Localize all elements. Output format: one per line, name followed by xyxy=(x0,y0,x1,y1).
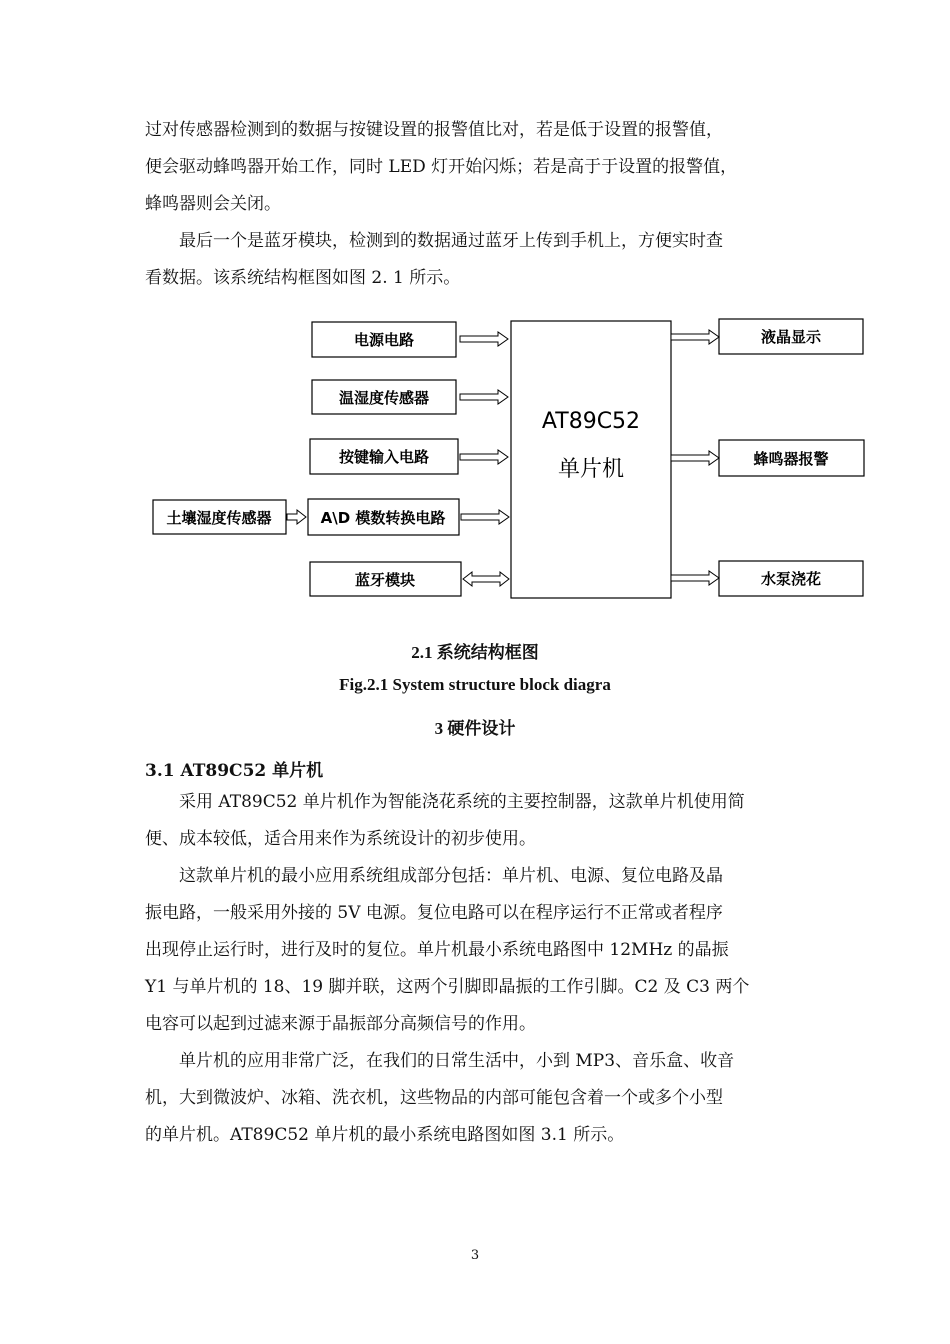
text-line: 最后一个是蓝牙模块，检测到的数据通过蓝牙上传到手机上，方便实时查 xyxy=(179,231,723,251)
figure-caption-en: Fig.2.1 System structure block diagra xyxy=(339,675,611,694)
text-line: 机，大到微波炉、冰箱、洗衣机，这些物品的内部可能包含着一个或多个小型 xyxy=(145,1088,723,1108)
text-line: 单片机的应用非常广泛，在我们的日常生活中，小到 MP3、音乐盒、收音 xyxy=(179,1051,735,1071)
intro-paragraph-2 xyxy=(145,223,807,297)
arrow-icon xyxy=(671,330,719,344)
output-label: 液晶显示 xyxy=(760,328,822,346)
text-line: 的单片机。AT89C52 单片机的最小系统电路图如图 3.1 所示。 xyxy=(145,1125,625,1145)
input-label: A\D 模数转换电路 xyxy=(320,509,446,527)
output-label: 水泵浇花 xyxy=(760,570,822,588)
output-label: 蜂鸣器报警 xyxy=(753,450,829,468)
text-line: 看数据。该系统结构框图如图 2. 1 所示。 xyxy=(145,268,461,288)
mcu-label-line2: 单片机 xyxy=(557,457,625,482)
input-label: 温湿度传感器 xyxy=(338,389,430,407)
arrow-icon xyxy=(461,510,509,524)
section-paragraph-1 xyxy=(145,784,807,858)
figure-caption-cn: 2.1 系统结构框图 xyxy=(411,643,539,662)
mcu-label-line1: AT89C52 xyxy=(541,409,641,434)
intro-paragraph-1 xyxy=(145,112,807,223)
section-paragraph-2 xyxy=(145,858,807,1043)
arrow-icon xyxy=(671,571,719,585)
text-line: 采用 AT89C52 单片机作为智能浇花系统的主要控制器，这款单片机使用简 xyxy=(179,792,745,812)
arrow-icon xyxy=(460,332,508,346)
subsection-title: 3.1 AT89C52 单片机 xyxy=(145,761,324,781)
input-label: 电源电路 xyxy=(353,331,415,349)
input-label: 按键输入电路 xyxy=(338,448,430,466)
arrow-icon xyxy=(671,451,719,465)
text-line: 振电路，一般采用外接的 5V 电源。复位电路可以在程序运行不正常或者程序 xyxy=(145,903,723,923)
input-label: 蓝牙模块 xyxy=(354,571,416,589)
double-arrow-icon xyxy=(463,572,509,586)
arrow-icon xyxy=(287,510,306,524)
text-line: 这款单片机的最小应用系统组成部分包括：单片机、电源、复位电路及晶 xyxy=(179,866,723,886)
system-block-diagram xyxy=(0,300,950,610)
page-number: 3 xyxy=(470,1248,480,1263)
section-paragraph-3 xyxy=(145,1043,807,1154)
arrow-icon xyxy=(460,390,508,404)
text-line: 电容可以起到过滤来源于晶振部分高频信号的作用。 xyxy=(145,1014,536,1034)
text-line: 出现停止运行时，进行及时的复位。单片机最小系统电路图中 12MHz 的晶振 xyxy=(145,940,729,960)
section-title: 3 硬件设计 xyxy=(434,719,516,738)
text-line: Y1 与单片机的 18、19 脚并联，这两个引脚即晶振的工作引脚。C2 及 C3 两个 xyxy=(145,977,750,997)
text-line: 便会驱动蜂鸣器开始工作，同时 LED 灯开始闪烁；若是高于于设置的报警值， xyxy=(145,157,738,177)
arrow-icon xyxy=(460,450,508,464)
text-line: 蜂鸣器则会关闭。 xyxy=(145,194,281,214)
text-line: 过对传感器检测到的数据与按键设置的报警值比对，若是低于设置的报警值， xyxy=(145,120,723,140)
sensor-label: 土壤湿度传感器 xyxy=(166,509,272,527)
text-line: 便、成本较低，适合用来作为系统设计的初步使用。 xyxy=(145,829,536,849)
